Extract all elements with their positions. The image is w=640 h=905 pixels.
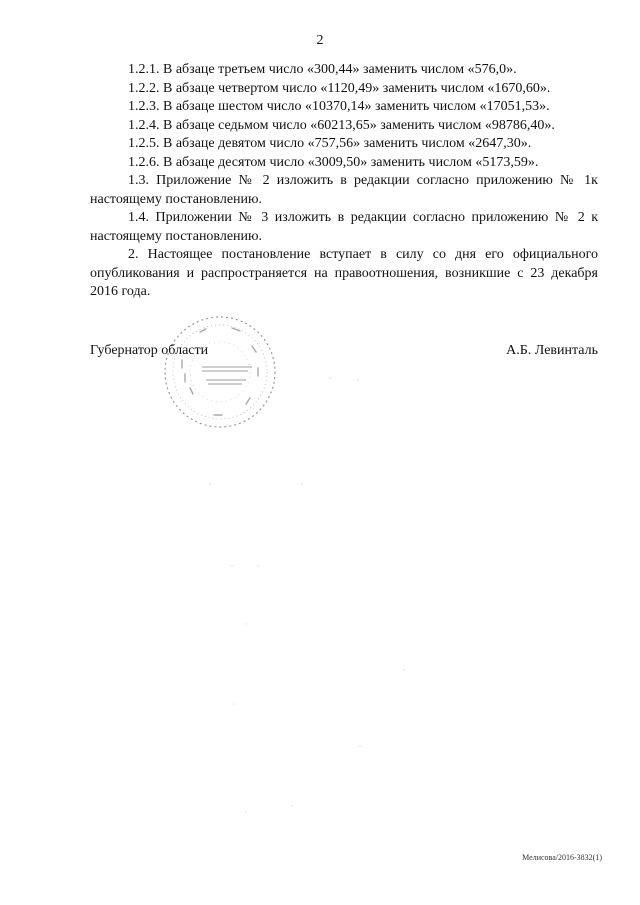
signatory-position: Губернатор области bbox=[90, 343, 209, 358]
paragraph-1-2-2: 1.2.2. В абзаце четвертом число «1120,49» заменить числом «1670,60». bbox=[128, 80, 551, 96]
page-number: 2 bbox=[316, 33, 324, 48]
paragraph-1-2-4: 1.2.4. В абзаце седьмом число «60213,65» заменить числом «98786,40». bbox=[128, 117, 555, 133]
paragraph-1-2-3: 1.2.3. В абзаце шестом число «10370,14» заменить числом «17051,53». bbox=[128, 99, 550, 114]
paragraph-1-2-6: 1.2.6. В абзаце десятом число «3009,50» заменить числом «5173,59». bbox=[128, 154, 539, 170]
paragraph-1-2-1: 1.2.1. В абзаце третьем число «300,44» заменить числом «576,0». bbox=[128, 62, 517, 77]
paragraph-2: 2. Настоящее постановление вступает в силу со дня его официального опубликования и распространяется на правоотношения, возникшие с 23 декабря 2016 года. bbox=[90, 247, 598, 299]
document-footer-code: Мелисова/2016-3832(1) bbox=[522, 853, 602, 862]
paragraph-1-3: 1.3. Приложение № 2 изложить в редакции согласно приложению № 1к настоящему постановлению. bbox=[90, 173, 598, 207]
paragraph-1-2-5: 1.2.5. В абзаце девятом число «757,56» заменить числом «2647,30». bbox=[128, 136, 532, 151]
paragraph-1-4: 1.4. Приложении № 3 изложить в редакции согласно приложению № 2 к настоящему постановлению. bbox=[90, 210, 598, 244]
signatory-name: А.Б. Левинталь bbox=[506, 343, 598, 358]
official-seal-stamp bbox=[160, 312, 280, 432]
document-body bbox=[90, 61, 598, 302]
